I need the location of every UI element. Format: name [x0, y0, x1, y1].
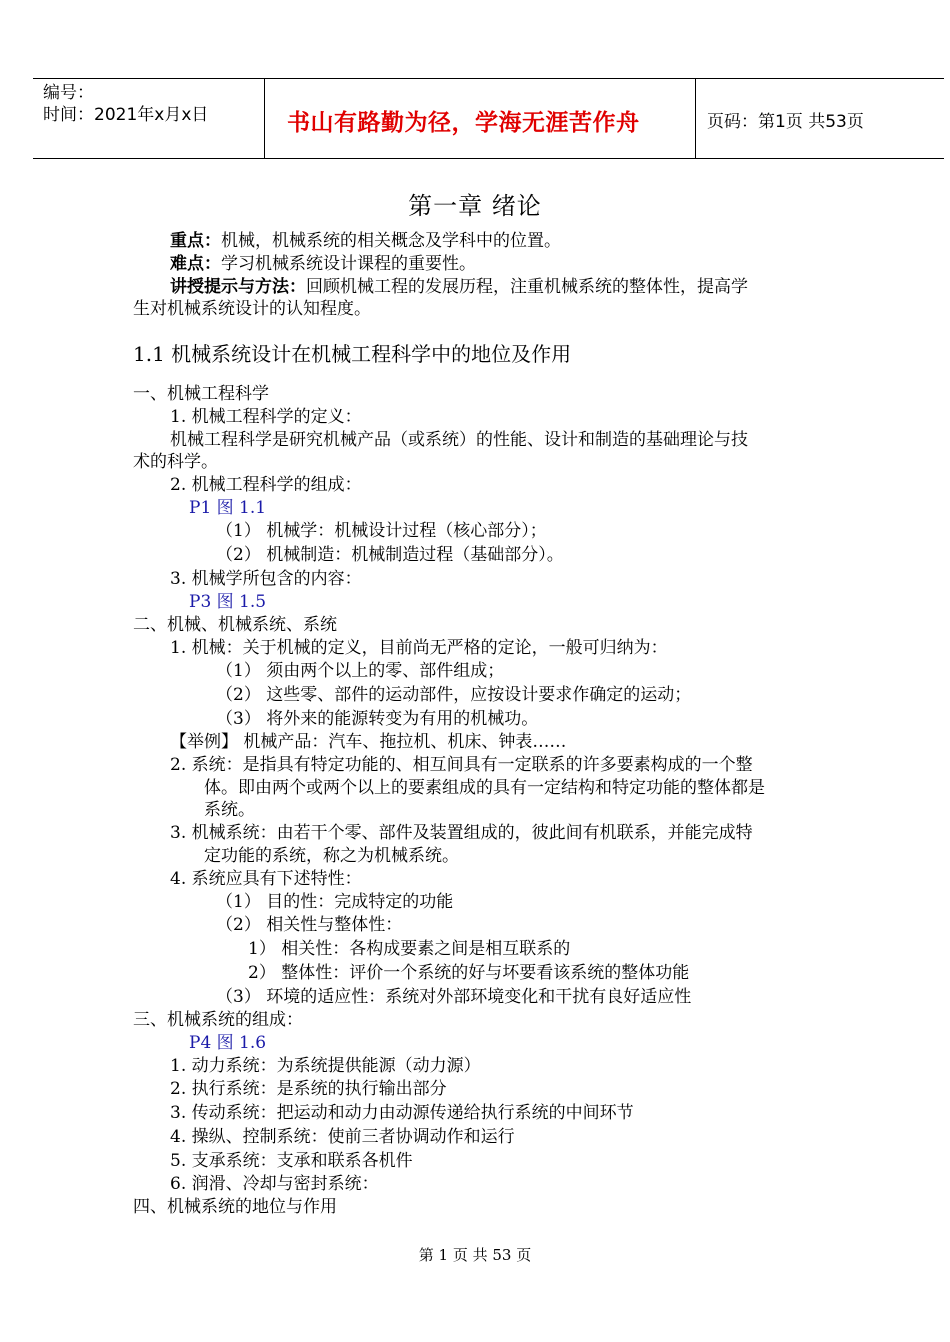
part2-sub3: （3） 将外来的能源转变为有用的机械功。 [216, 709, 539, 729]
part2-item4: 4. 系统应具有下述特性： [170, 869, 362, 889]
part1-heading: 一、机械工程科学 [133, 384, 269, 404]
part1-item1: 1. 机械工程科学的定义： [170, 407, 362, 427]
page-footer: 第 1 页 共 53 页 [418, 1246, 532, 1264]
figure-ref-2: P3 图 1.5 [189, 592, 267, 612]
part3-item: 3. 传动系统：把运动和动力由动源传递给执行系统的中间环节 [170, 1103, 634, 1123]
part3-item: 2. 执行系统：是系统的执行输出部分 [170, 1079, 447, 1099]
part4-heading: 四、机械系统的地位与作用 [133, 1197, 337, 1217]
part2-heading: 二、机械、机械系统、系统 [133, 615, 337, 635]
header-motto: 书山有路勤为径，学海无涯苦作舟 [287, 109, 640, 136]
part1-sub1: （1） 机械学：机械设计过程（核心部分）； [216, 521, 547, 541]
part2-item3-cont: 定功能的系统，称之为机械系统。 [204, 846, 459, 866]
figure-ref-1: P1 图 1.1 [189, 498, 267, 518]
part3-item: 5. 支承系统：支承和联系各机件 [170, 1151, 413, 1171]
part2-item2: 2. 系统：是指具有特定功能的、相互间具有一定联系的许多要素构成的一个整 [170, 755, 753, 775]
part2-item2-cont1: 体。即由两个或两个以上的要素组成的具有一定结构和特定功能的整体都是 [204, 778, 765, 798]
part3-heading: 三、机械系统的组成： [133, 1010, 303, 1030]
part2-item3: 3. 机械系统：由若干个零、部件及装置组成的，彼此间有机联系，并能完成特 [170, 823, 753, 843]
part2-item2-cont2: 系统。 [204, 800, 255, 820]
part1-sub2: （2） 机械制造：机械制造过程（基础部分）。 [216, 545, 564, 565]
header-divider-2 [695, 79, 696, 158]
property-3: （3） 环境的适应性：系统对外部环境变化和干扰有良好适应性 [216, 987, 692, 1007]
part1-item3: 3. 机械学所包含的内容： [170, 569, 362, 589]
part3-item: 4. 操纵、控制系统：使前三者协调动作和运行 [170, 1127, 515, 1147]
teaching-method-cont: 生对机械系统设计的认知程度。 [133, 299, 371, 319]
time-label: 时间：2021年x月x日 [43, 105, 209, 125]
section-heading: 1.1 机械系统设计在机械工程科学中的地位及作用 [133, 342, 572, 366]
part2-sub1: （1） 须由两个以上的零、部件组成； [216, 661, 505, 681]
part1-definition-cont: 术的科学。 [133, 452, 218, 472]
part2-sub2: （2） 这些零、部件的运动部件，应按设计要求作确定的运动； [216, 685, 692, 705]
chapter-title: 第一章 绪论 [408, 192, 542, 220]
example: 【举例】 机械产品：汽车、拖拉机、机床、钟表…… [170, 732, 567, 752]
part1-definition: 机械工程科学是研究机械产品（或系统）的性能、设计和制造的基础理论与技 [170, 430, 748, 450]
teaching-method: 讲授提示与方法：回顾机械工程的发展历程，注重机械系统的整体性，提高学 [170, 277, 748, 297]
property-1: （1） 目的性：完成特定的功能 [216, 892, 454, 912]
property-2-2: 2） 整体性：评价一个系统的好与坏要看该系统的整体功能 [248, 963, 690, 983]
part3-item: 6. 润滑、冷却与密封系统： [170, 1174, 379, 1194]
property-2-1: 1） 相关性：各构成要素之间是相互联系的 [248, 939, 571, 959]
header-table [33, 78, 944, 159]
property-2: （2） 相关性与整体性： [216, 915, 403, 935]
header-meta [43, 82, 208, 126]
key-points: 重点：机械，机械系统的相关概念及学科中的位置。 [170, 231, 561, 251]
part1-item2: 2. 机械工程科学的组成： [170, 475, 362, 495]
figure-ref-3: P4 图 1.6 [189, 1033, 267, 1053]
part2-item1: 1. 机械：关于机械的定义，目前尚无严格的定论，一般可归纳为： [170, 638, 668, 658]
number-label: 编号： [43, 83, 94, 103]
difficulty: 难点：学习机械系统设计课程的重要性。 [170, 254, 476, 274]
part3-item: 1. 动力系统：为系统提供能源（动力源） [170, 1056, 481, 1076]
header-divider-1 [264, 79, 265, 158]
header-page-info: 页码：第1页 共53页 [707, 112, 864, 132]
